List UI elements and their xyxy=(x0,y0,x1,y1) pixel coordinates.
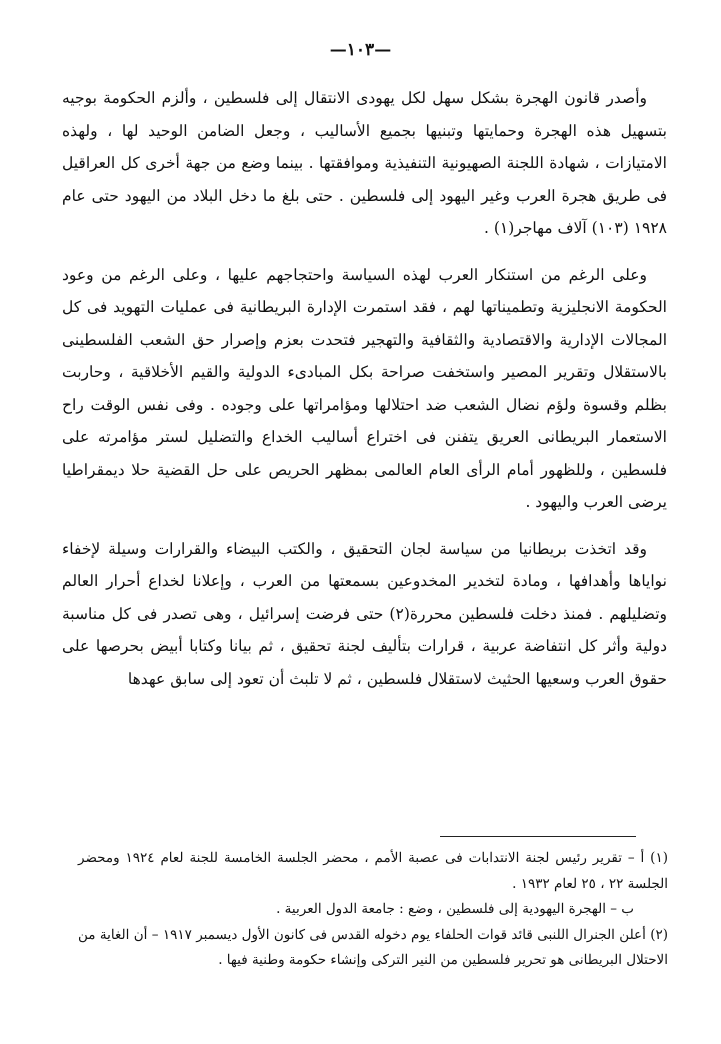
footnotes xyxy=(78,846,668,974)
footnote-separator xyxy=(440,836,636,837)
footnote-2: (٢) أعلن الجنرال اللنبى قائد قوات الحلفاء يوم دخوله القدس فى كانون الأول ديسمبر ١٩١٧ – أن الغاية من الاحتلال البريطانى هو تحرير فلسطين من النير التركى وإنشاء حكومة وطنية فيها . xyxy=(78,926,669,968)
main-text xyxy=(62,82,667,695)
paragraph-british-policy: وعلى الرغم من استنكار العرب لهذه السياسة واحتجاجهم عليها ، وعلى الرغم من وعود الحكومة الانجليزية وتطميناتها لهم ، فقد استمرت الإدارة البريطانية فى عمليات التهويد فى كل المجالات الإدارية والاقتصادية والثقافية والتهجير فتحدت بعزم وإصرار حق الشعب الفلسطينى بالاستقلال وتقرير المصير واستخفت صراحة بكل المبادىء الدولية والقيم الأخلاقية ، وحاربت بظلم وقسوة ولؤم نضال الشعب ضد احتلالها ومؤامراتها على وجوده . وفى نفس الوقت راح الاستعمار البريطانى العريق يتفنن فى اختراع أساليب الخداع والتضليل لستر مؤامرته على فلسطين ، وللظهور أمام الرأى العام العالمى بمظهر الحريص على حل القضية حلا ديمقراطيا يرضى العرب واليهود . xyxy=(62,265,667,511)
paragraph-immigration-law: وأصدر قانون الهجرة بشكل سهل لكل يهودى الانتقال إلى فلسطين ، وألزم الحكومة بوجيه بتسهيل هذه الهجرة وحمايتها وتبنيها بجميع الأساليب ، وجعل الضامن الوحيد لها ، ولهذه الامتيازات ، شهادة اللجنة الصهيونية التنفيذية وموافقتها . بينما وضع من جهة أخرى كل العراقيل فى طريق هجرة العرب وغير اليهود إلى فلسطين . حتى بلغ ما دخل البلاد من اليهود حتى عام ١٩٢٨ (١٠٣) آلاف مهاجر(١) . xyxy=(62,89,667,237)
page-number: —١٠٣— xyxy=(329,40,392,60)
paragraph-investigation-committees: وقد اتخذت بريطانيا من سياسة لجان التحقيق ، والكتب البيضاء والقرارات وسيلة لإخفاء نواياها وأهدافها ، ومادة لتخدير المخدوعين بسمعتها من العرب ، وإعلانا لخداع أحرار العالم وتضليلهم . فمنذ دخلت فلسطين محررة(٢) حتى فرضت إسرائيل ، وهى تصدر فى كل مناسبة دولية وأثر كل انتفاضة عربية ، قرارات بتأليف لجنة تحقيق ، ثم بيانا وكتابا أبيض بحرصها على حقوق العرب وسعيها الحثيث لاستقلال فلسطين ، ثم لا تلبث أن تعود إلى سابق عهدها xyxy=(62,539,667,688)
footnote-1b: ب – الهجرة اليهودية إلى فلسطين ، وضع : جامعة الدول العربية . xyxy=(276,901,634,917)
footnote-1a: (١) أ – تقرير رئيس لجنة الانتدابات فى عصبة الأمم ، محضر الجلسة الخامسة للجنة لعام ١٩٢٤ ومحضر الجلسة ٢٢ ، ٢٥ لعام ١٩٣٢ . xyxy=(78,850,668,892)
